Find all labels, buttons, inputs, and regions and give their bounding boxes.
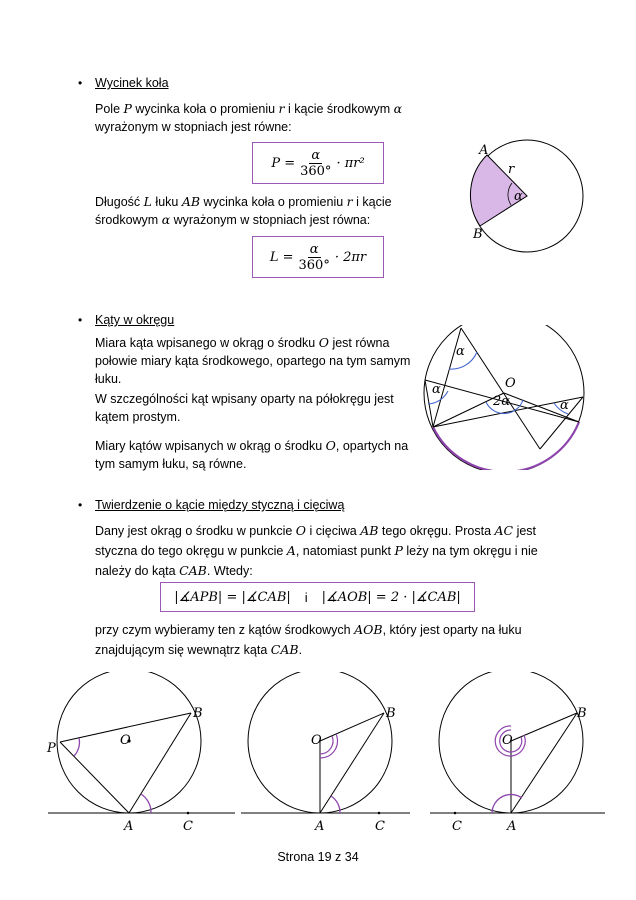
alpha-label-1: α (456, 344, 465, 359)
center-o-label: O (505, 376, 516, 391)
sector-area-formula: P = $\frac{\alpha}{360^\circ}$ · πr² (252, 142, 384, 184)
point-p-label: P (47, 741, 56, 756)
point-b-label: B (577, 706, 587, 721)
inscribed-angles-figure (420, 325, 590, 470)
tangent-figure-3 (425, 672, 615, 832)
tangent-theorem-text: Dany jest okrąg o środku w punkcie O i cięciwa AB tego okręgu. Prosta AC jest styczna do tego okręgu w punkcie A, natomiast punkt P leży na tym okręgu i nie należy do kąta CAB. Wtedy: (95, 523, 538, 578)
point-a-label: A (507, 819, 517, 832)
point-a-label: A (479, 143, 489, 158)
center-o-label: O (120, 733, 131, 748)
point-b-label: B (193, 706, 203, 721)
inscribed-angle-text: Miara kąta wpisanego w okrąg o środku O jest równa połowie miary kąta środkowego, opartego na tym samym łuku. (95, 335, 411, 386)
center-o-label: O (502, 733, 513, 748)
point-a-label: A (315, 819, 325, 832)
point-b-label: B (386, 706, 396, 721)
tangent-note-text: przy czym wybieramy ten z kątów środkowych AOB, który jest oparty na łuku znajdującym się wewnątrz kąta CAB. (95, 622, 522, 657)
point-b-label: B (473, 227, 483, 242)
radius-label: r (508, 162, 515, 177)
point-c-label: C (183, 819, 193, 832)
sector-area-text: Pole P wycinka koła o promieniu r i kącie środkowym α wyrażonym w stopniach jest równe: (95, 101, 403, 134)
bullet-icon: • (78, 498, 83, 512)
two-alpha-label: 2α (493, 394, 511, 409)
point-c-label: C (375, 819, 385, 832)
sector-figure (460, 138, 595, 263)
bullet-icon: • (78, 76, 83, 90)
equal-angles-text: Miary kątów wpisanych w okrąg o środku O, opartych na tym samym łuku, są równe. (95, 438, 409, 471)
semicircle-angle-text: W szczególności kąt wpisany oparty na półokręgu jest kątem prostym. (95, 392, 394, 424)
page-number: Strona 19 z 34 (277, 850, 359, 864)
tangent-figure-2 (235, 672, 420, 832)
section-heading-tangent: Twierdzenie o kącie między styczną i cięciwą (95, 498, 345, 512)
point-a-label: A (124, 819, 134, 832)
alpha-label-3: α (560, 398, 569, 413)
alpha-label: α (514, 189, 523, 204)
section-heading-sector: Wycinek koła (95, 76, 169, 90)
arc-length-text: Długość L łuku AB wycinka koła o promieniu r i kącie środkowym α wyrażonym w stopniach jest równa: (95, 194, 392, 227)
center-o-label: O (311, 733, 322, 748)
bullet-icon: • (78, 313, 83, 327)
tangent-formula: |∡APB| = |∡CAB| i |∡AOB| = 2 · |∡CAB| (160, 582, 475, 612)
section-heading-angles: Kąty w okręgu (95, 313, 175, 327)
arc-length-formula: L = $\frac{\alpha}{360^\circ}$ · 2πr (252, 236, 384, 278)
tangent-figure-1 (40, 672, 240, 832)
point-c-label: C (452, 819, 462, 832)
alpha-label-2: α (432, 382, 441, 397)
